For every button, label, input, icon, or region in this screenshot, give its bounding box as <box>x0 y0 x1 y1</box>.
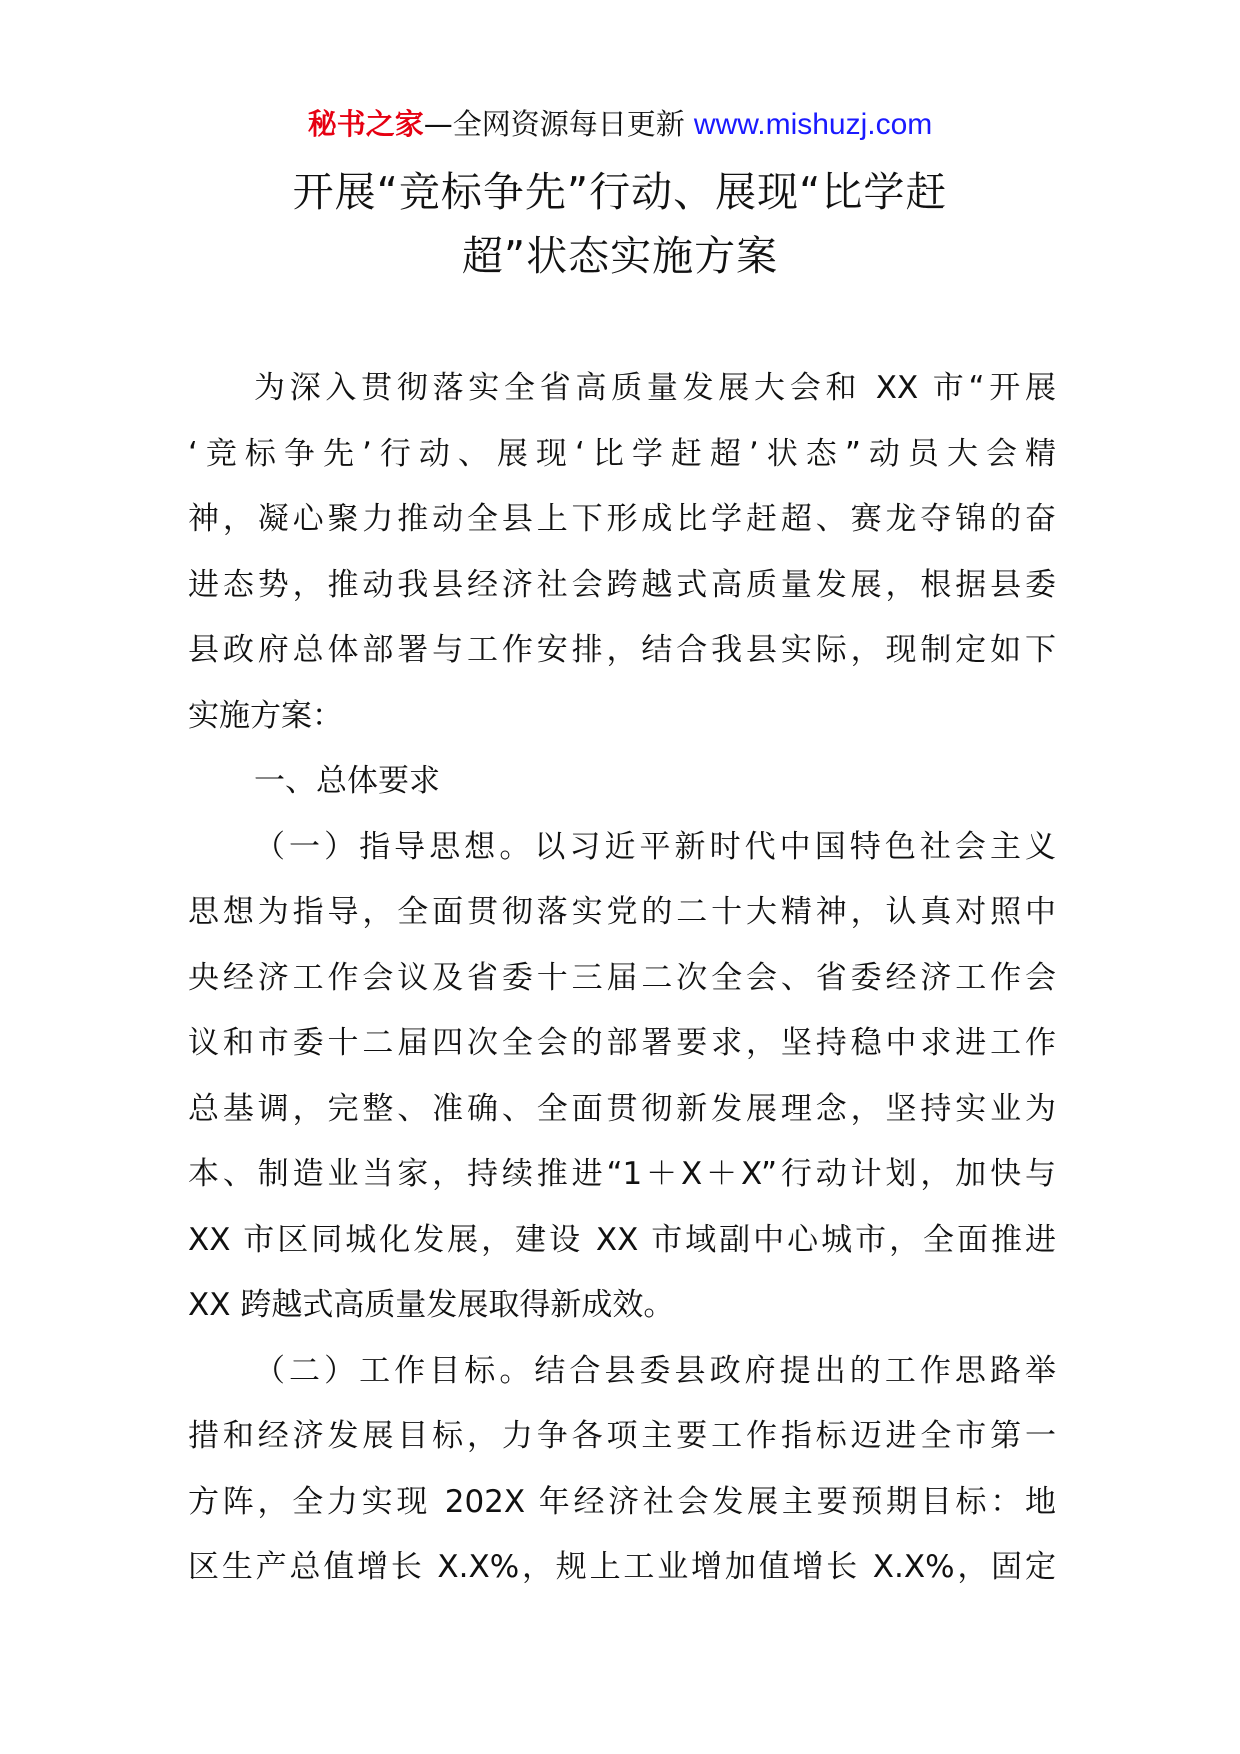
body-line: 为深入贯彻落实全省高质量发展大会和 XX 市“开展 <box>254 370 1056 406</box>
body-line: 方阵，全力实现 202X 年经济社会发展主要预期目标：地 <box>188 1483 1056 1520</box>
body-line: XX 跨越式高质量发展取得新成效。 <box>188 1287 675 1323</box>
body-line: XX 市区同城化发展，建设 XX 市域副中心城市，全面推进 <box>188 1221 1056 1258</box>
site-banner <box>0 104 1240 145</box>
body-line: 神，凝心聚力推动全县上下形成比学赶超、赛龙夺锦的奋 <box>188 501 1056 537</box>
banner-tagline: —全网资源每日更新 <box>423 107 694 141</box>
body-line: 议和市委十二届四次全会的部署要求，坚持稳中求进工作 <box>188 1025 1056 1061</box>
body-line: 进态势，推动我县经济社会跨越式高质量发展，根据县委 <box>188 566 1056 603</box>
title-line-2: 超”状态实施方案 <box>461 232 779 280</box>
body-line: （一）指导思想。以习近平新时代中国特色社会主义 <box>254 828 1056 865</box>
body-line: 思想为指导，全面贯彻落实党的二十大精神，认真对照中 <box>188 894 1056 930</box>
body-line: 措和经济发展目标，力争各项主要工作指标迈进全市第一 <box>188 1418 1056 1454</box>
title-line-1: 开展“竞标争先”行动、展现“比学赶 <box>292 168 948 216</box>
body-line: 本、制造业当家，持续推进“1＋X＋X”行动计划，加快与 <box>188 1156 1056 1192</box>
body-line: ‘竞标争先’行动、展现‘比学赶超’状态”动员大会精 <box>188 435 1056 472</box>
body-line: 总基调，完整、准确、全面贯彻新发展理念，坚持实业为 <box>188 1090 1056 1127</box>
body-line: 县政府总体部署与工作安排，结合我县实际，现制定如下 <box>188 632 1056 668</box>
document-body <box>188 356 1056 1601</box>
body-line: 央经济工作会议及省委十三届二次全会、省委经济工作会 <box>188 959 1056 996</box>
body-line: （二）工作目标。结合县委县政府提出的工作思路举 <box>254 1352 1056 1389</box>
body-line: 实施方案： <box>188 697 343 734</box>
body-line: 区生产总值增长 X.X%，规上工业增加值增长 X.X%，固定 <box>188 1549 1056 1585</box>
brand-name: 秘书之家 <box>307 107 424 141</box>
site-url-link[interactable]: www.mishuzj.com <box>693 108 933 141</box>
section-heading: 一、总体要求 <box>254 763 440 799</box>
document-title <box>0 160 1240 288</box>
